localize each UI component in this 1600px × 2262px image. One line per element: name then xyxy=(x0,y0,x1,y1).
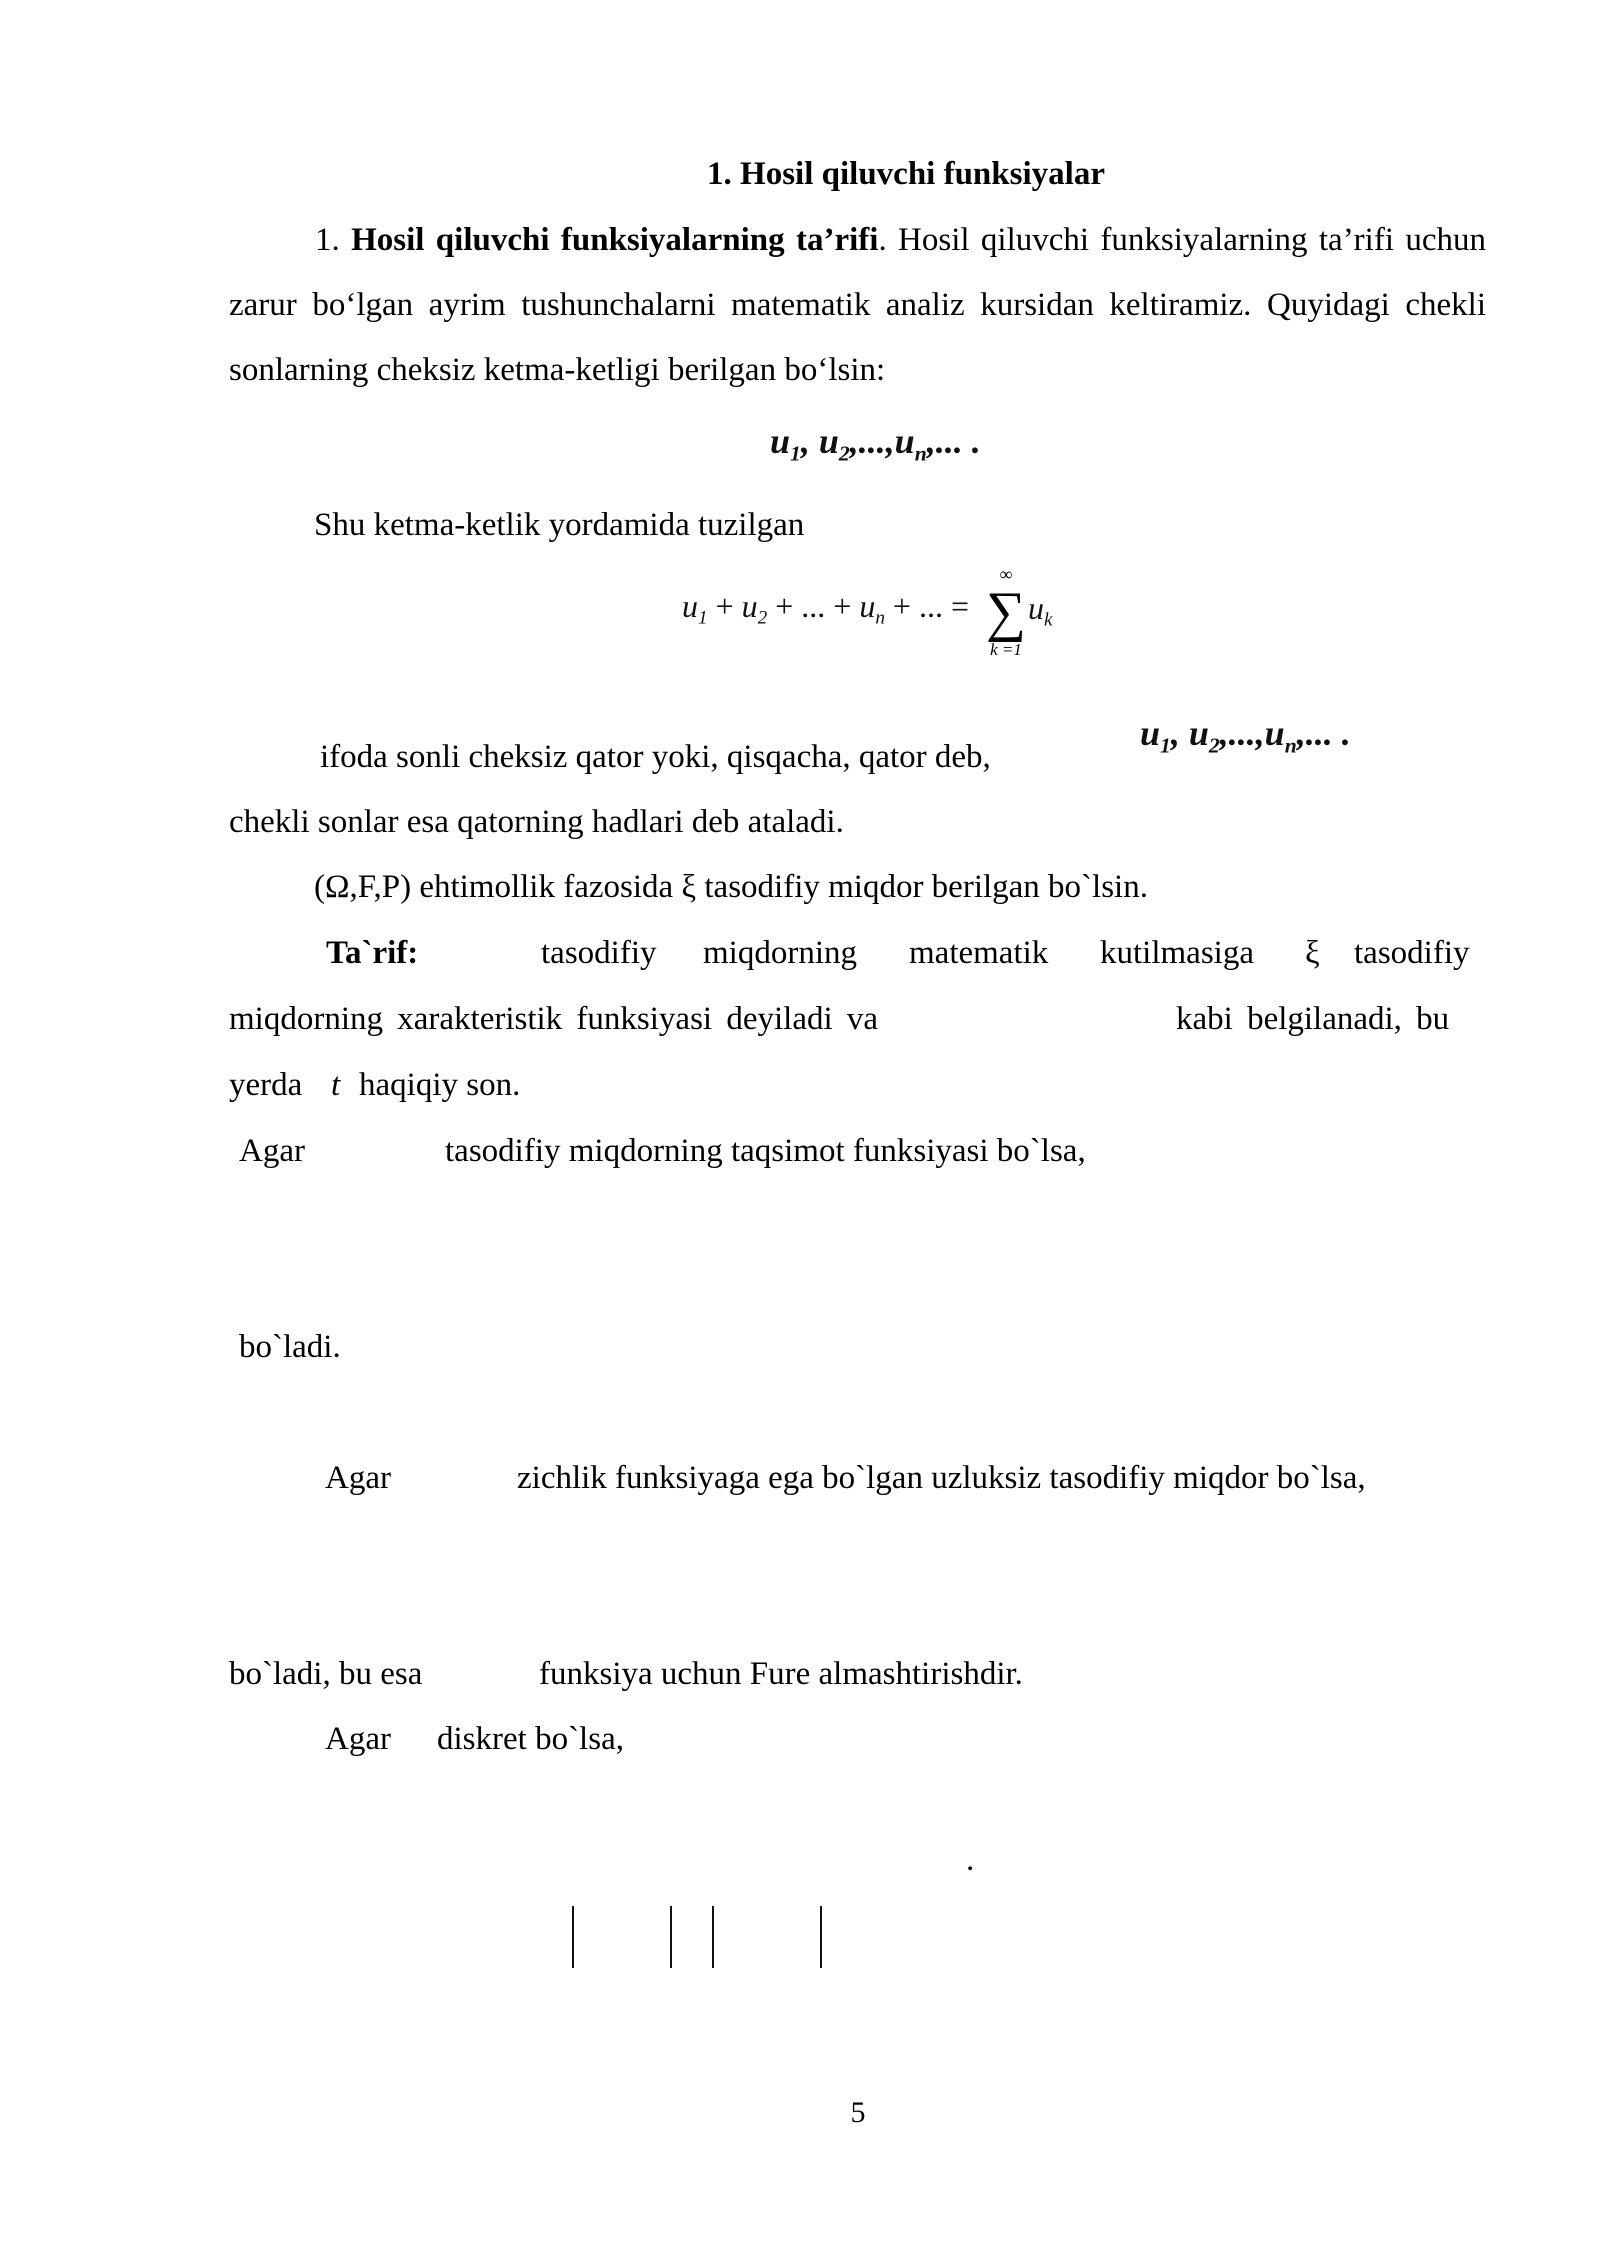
tarif-word: kutilmasiga xyxy=(1100,935,1254,971)
paragraph-bold-term: Hosil qiluvchi funksiyalarning ta’rifi xyxy=(351,222,879,258)
tarif-word: miqdorning xyxy=(703,935,857,971)
series-term: $u_k$ xyxy=(1028,590,1053,631)
sequence-formula: $u_1$, $u_2,...,u_n$,... . xyxy=(770,421,981,466)
page-number: 5 xyxy=(850,2096,866,2129)
line-shu: Shu ketma-ketlik yordamida tuzilgan xyxy=(314,507,805,543)
sigma-icon: ∑ xyxy=(986,581,1026,643)
paragraph-number: 1. xyxy=(315,222,340,258)
tarif-xi: ξ xyxy=(1305,935,1320,971)
abs-bar-mark xyxy=(820,1906,822,1968)
variable-t: t xyxy=(331,1067,341,1103)
tarif-label: Ta`rif: xyxy=(326,935,419,971)
agar-3-text: diskret bo`lsa, xyxy=(437,1721,624,1757)
sum-upper-limit: ∞ xyxy=(999,564,1013,584)
line-miqdorning-end: kabi belgilanadi, bu xyxy=(1176,1001,1450,1037)
line-ifoda: ifoda sonli cheksiz qator yoki, qisqacha, qator deb, xyxy=(320,739,991,775)
section-title: 1. Hosil qiluvchi funksiyalar xyxy=(707,156,1105,192)
boladi-2-text: funksiya uchun Fure almashtirishdir. xyxy=(539,1656,1023,1692)
sum-lower-limit: k =1 xyxy=(990,640,1022,659)
tarif-word: tasodifiy xyxy=(1354,935,1470,971)
agar-2: Agar xyxy=(325,1460,391,1496)
line-omega: (Ω,F,P) ehtimollik fazosida ξ tasodifiy miqdor berilgan bo`lsin. xyxy=(314,869,1148,905)
sequence-formula-inline: $u_1$, $u_2,...,u_n$,... . xyxy=(1140,713,1351,758)
series-formula: $u_1 + u_2$ + ... + $u_n$ + ... = xyxy=(682,588,970,629)
boladi-1: bo`ladi. xyxy=(239,1329,341,1365)
agar-2-text: zichlik funksiyaga ega bo`lgan uzluksiz tasodifiy miqdor bo`lsa, xyxy=(517,1460,1366,1496)
agar-1: Agar xyxy=(239,1133,305,1169)
line-miqdorning: miqdorning xarakteristik funksiyasi deyiladi va xyxy=(229,1001,879,1037)
abs-bar-mark xyxy=(572,1906,574,1968)
paragraph-text: . Hosil qiluvchi funksiyalarning ta’rifi uchun zarur bo‘lgan ayrim tushunchalarni matematik analiz kursidan keltiramiz. Quyidagi chekli sonlarning cheksiz ketma-ketligi berilgan bo‘lsin: xyxy=(229,222,1486,388)
sum-operator xyxy=(986,564,1026,660)
agar-3: Agar xyxy=(325,1721,391,1757)
line-yerda: yerda xyxy=(229,1067,303,1103)
formula-dot: . xyxy=(966,1842,975,1878)
abs-bar-mark xyxy=(670,1906,672,1968)
tarif-word: matematik xyxy=(909,935,1049,971)
line-yerda-end: haqiqiy son. xyxy=(359,1067,521,1103)
boladi-2: bo`ladi, bu esa xyxy=(229,1656,423,1692)
agar-1-text: tasodifiy miqdorning taqsimot funksiyasi bo`lsa, xyxy=(445,1133,1086,1169)
abs-bar-mark xyxy=(712,1906,714,1968)
tarif-word: tasodifiy xyxy=(541,935,657,971)
line-chekli: chekli sonlar esa qatorning hadlari deb ataladi. xyxy=(229,804,844,840)
paragraph-definition xyxy=(229,208,1486,403)
